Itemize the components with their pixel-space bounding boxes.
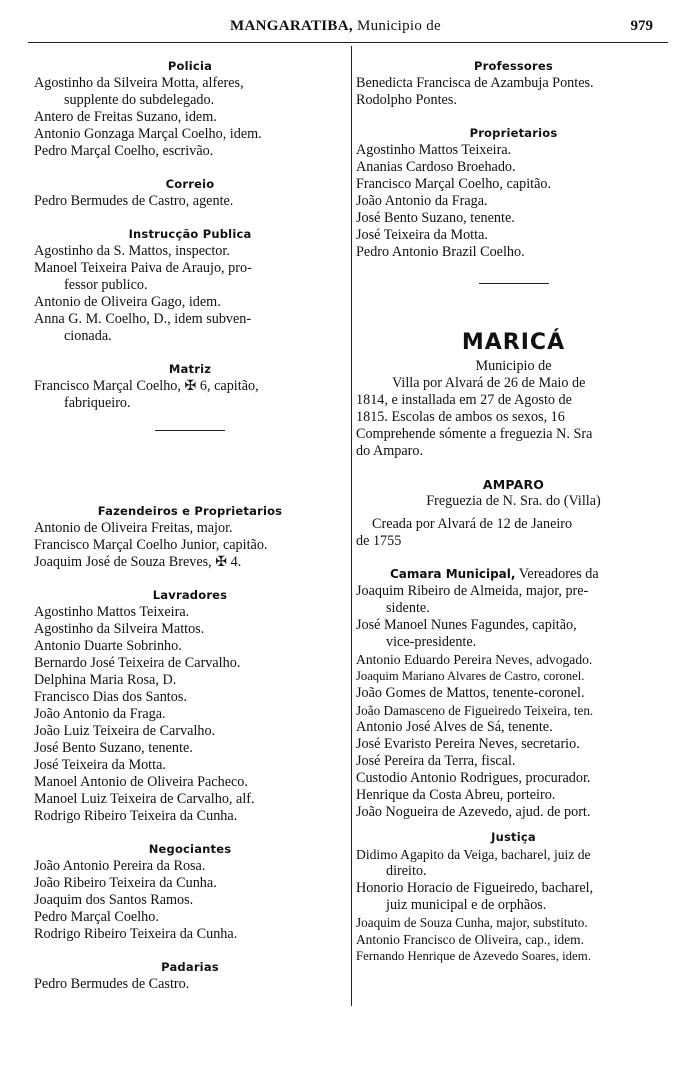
- entry-line: Joaquim dos Santos Ramos.: [34, 892, 194, 908]
- entry-line: juiz municipal e de orphãos.: [386, 897, 547, 913]
- entry-line: José Teixeira da Motta.: [356, 227, 488, 243]
- entry-line: João Luiz Teixeira de Carvalho.: [34, 723, 216, 739]
- entry-line: Agostinho Mattos Teixeira.: [34, 604, 190, 620]
- entry-line: Rodrigo Ribeiro Teixeira da Cunha.: [34, 926, 238, 942]
- entry-line: Ananias Cardoso Broehado.: [356, 159, 516, 175]
- entry-line: fessor publico.: [64, 277, 148, 293]
- entry-line: Manoel Luiz Teixeira de Carvalho, alf.: [34, 791, 255, 807]
- entry-line: José Bento Suzano, tenente.: [356, 210, 515, 226]
- entry-line: Manoel Antonio de Oliveira Pacheco.: [34, 774, 248, 790]
- entry-line: Agostinho da S. Mattos, inspector.: [34, 243, 230, 259]
- entry-line: supplente do subdelegado.: [64, 92, 215, 108]
- entry-line: Joaquim Mariano Alvares de Castro, coronel.: [356, 669, 585, 683]
- entry-line: 1814, e installada em 27 de Agosto de: [356, 392, 572, 408]
- entry-line: Manoel Teixeira Paiva de Araujo, pro-: [34, 260, 252, 276]
- entry-line: Antonio Duarte Sobrinho.: [34, 638, 182, 654]
- entry-line: Antonio Eduardo Pereira Neves, advogado.: [356, 652, 593, 667]
- entry-line: Antonio Francisco de Oliveira, cap., idem.: [356, 932, 584, 947]
- entry-line: João Antonio da Fraga.: [34, 706, 166, 722]
- entry-line: Villa por Alvará de 26 de Maio de: [392, 375, 586, 391]
- section-heading: Justiça: [491, 830, 536, 844]
- entry-line: Bernardo José Teixeira de Carvalho.: [34, 655, 241, 671]
- section-heading: Professores: [474, 59, 553, 73]
- section-heading: Camara Municipal,: [390, 567, 516, 581]
- entry-line: Antonio Gonzaga Marçal Coelho, idem.: [34, 126, 262, 142]
- entry-line: Creada por Alvará de 12 de Janeiro: [372, 516, 573, 532]
- entry-line: José Bento Suzano, tenente.: [34, 740, 193, 756]
- entry-line: direito.: [386, 863, 427, 879]
- entry-line: Joaquim de Souza Cunha, major, substituto.: [356, 915, 588, 930]
- entry-line: Francisco Marçal Coelho, capitão.: [356, 176, 552, 192]
- entry-line: João Damasceno de Figueiredo Teixeira, ten.: [356, 703, 594, 718]
- section-heading: Proprietarios: [469, 126, 558, 140]
- entry-line: fabriqueiro.: [64, 395, 131, 411]
- entry-line: Antonio de Oliveira Gago, idem.: [34, 294, 221, 310]
- section-heading: Matriz: [168, 362, 212, 376]
- entry-line: Custodio Antonio Rodrigues, procurador.: [356, 770, 591, 786]
- entry-line: Joaquim Ribeiro de Almeida, major, pre-: [356, 583, 589, 599]
- section-heading: Padarias: [161, 960, 219, 974]
- entry-line: de 1755: [356, 533, 402, 549]
- section-heading: Policia: [167, 59, 213, 73]
- entry-line: Francisco Marçal Coelho, ✠ 6, capitão,: [34, 378, 259, 394]
- section-heading: Instrucção Publica: [128, 227, 252, 241]
- entry-line: sidente.: [386, 600, 430, 616]
- entry-line: João Antonio da Fraga.: [356, 193, 488, 209]
- entry-line: Antero de Freitas Suzano, idem.: [34, 109, 217, 125]
- header-rule: [28, 42, 668, 43]
- entry-line: João Antonio Pereira da Rosa.: [34, 858, 206, 874]
- section-heading: AMPARO: [482, 477, 545, 492]
- entry-line: Agostinho Mattos Teixeira.: [356, 142, 512, 158]
- municipality-subtitle: Municipio de: [475, 358, 552, 374]
- entry-line: Didimo Agapito da Veiga, bacharel, juiz de: [356, 847, 591, 862]
- entry-line: Rodolpho Pontes.: [356, 92, 457, 108]
- entry-line: José Evaristo Pereira Neves, secretario.: [356, 736, 580, 752]
- entry-line: do Amparo.: [356, 443, 423, 459]
- entry-line: Pedro Marçal Coelho, escrivão.: [34, 143, 214, 159]
- parish-subtitle: Freguezia de N. Sra. do (Villa): [426, 493, 601, 509]
- separator-rule: [479, 283, 549, 284]
- section-heading: Negociantes: [148, 842, 232, 856]
- left-column: [34, 58, 346, 993]
- entry-line: José Teixeira da Motta.: [34, 757, 166, 773]
- entry-line: Antonio de Oliveira Freitas, major.: [34, 520, 233, 536]
- page-title: [230, 18, 441, 35]
- entry-line: Honorio Horacio de Figueiredo, bacharel,: [356, 880, 594, 896]
- municipality-title: MARICÁ: [461, 330, 566, 355]
- title-sub: Municipio de: [356, 18, 441, 34]
- column-divider: [351, 46, 352, 1006]
- entry-line: José Manoel Nunes Fagundes, capitão,: [356, 617, 577, 633]
- entry-line: Rodrigo Ribeiro Teixeira da Cunha.: [34, 808, 238, 824]
- section-heading: Lavradores: [152, 588, 228, 602]
- entry-line: Pedro Bermudes de Castro, agente.: [34, 193, 234, 209]
- title-main: MANGARATIBA,: [230, 18, 353, 34]
- page-number: 979: [630, 18, 653, 34]
- entry-line: José Pereira da Terra, fiscal.: [356, 753, 516, 769]
- camara-heading-line: [356, 566, 671, 583]
- section-heading: Fazendeiros e Proprietarios: [97, 504, 283, 518]
- page-header: [0, 18, 693, 42]
- entry-line: Francisco Dias dos Santos.: [34, 689, 187, 705]
- entry-line: Pedro Marçal Coelho.: [34, 909, 159, 925]
- entry-line: João Nogueira de Azevedo, ajud. de port.: [356, 804, 591, 820]
- right-column: [356, 58, 671, 965]
- entry-line: Agostinho da Silveira Mattos.: [34, 621, 205, 637]
- separator-rule: [155, 430, 225, 431]
- entry-line: João Ribeiro Teixeira da Cunha.: [34, 875, 217, 891]
- entry-line: Francisco Marçal Coelho Junior, capitão.: [34, 537, 268, 553]
- entry-line: cionada.: [64, 328, 112, 344]
- entry-line: Anna G. M. Coelho, D., idem subven-: [34, 311, 252, 327]
- section-heading: Correio: [165, 177, 215, 191]
- entry-line: 1815. Escolas de ambos os sexos, 16: [356, 409, 565, 425]
- entry-line: vice-presidente.: [386, 634, 477, 650]
- entry-line: Henrique da Costa Abreu, porteiro.: [356, 787, 556, 803]
- entry-line: Pedro Antonio Brazil Coelho.: [356, 244, 525, 260]
- heading-rest: Vereadores da: [518, 566, 599, 582]
- entry-line: Fernando Henrique de Azevedo Soares, idem.: [356, 949, 591, 963]
- entry-line: Comprehende sómente a freguezia N. Sra: [356, 426, 593, 442]
- entry-line: Delphina Maria Rosa, D.: [34, 672, 177, 688]
- entry-line: Joaquim José de Souza Breves, ✠ 4.: [34, 554, 242, 570]
- entry-line: Pedro Bermudes de Castro.: [34, 976, 190, 992]
- entry-line: Agostinho da Silveira Motta, alferes,: [34, 75, 244, 91]
- entry-line: João Gomes de Mattos, tenente-coronel.: [356, 685, 585, 701]
- entry-line: Benedicta Francisca de Azambuja Pontes.: [356, 75, 594, 91]
- entry-line: Antonio José Alves de Sá, tenente.: [356, 719, 553, 735]
